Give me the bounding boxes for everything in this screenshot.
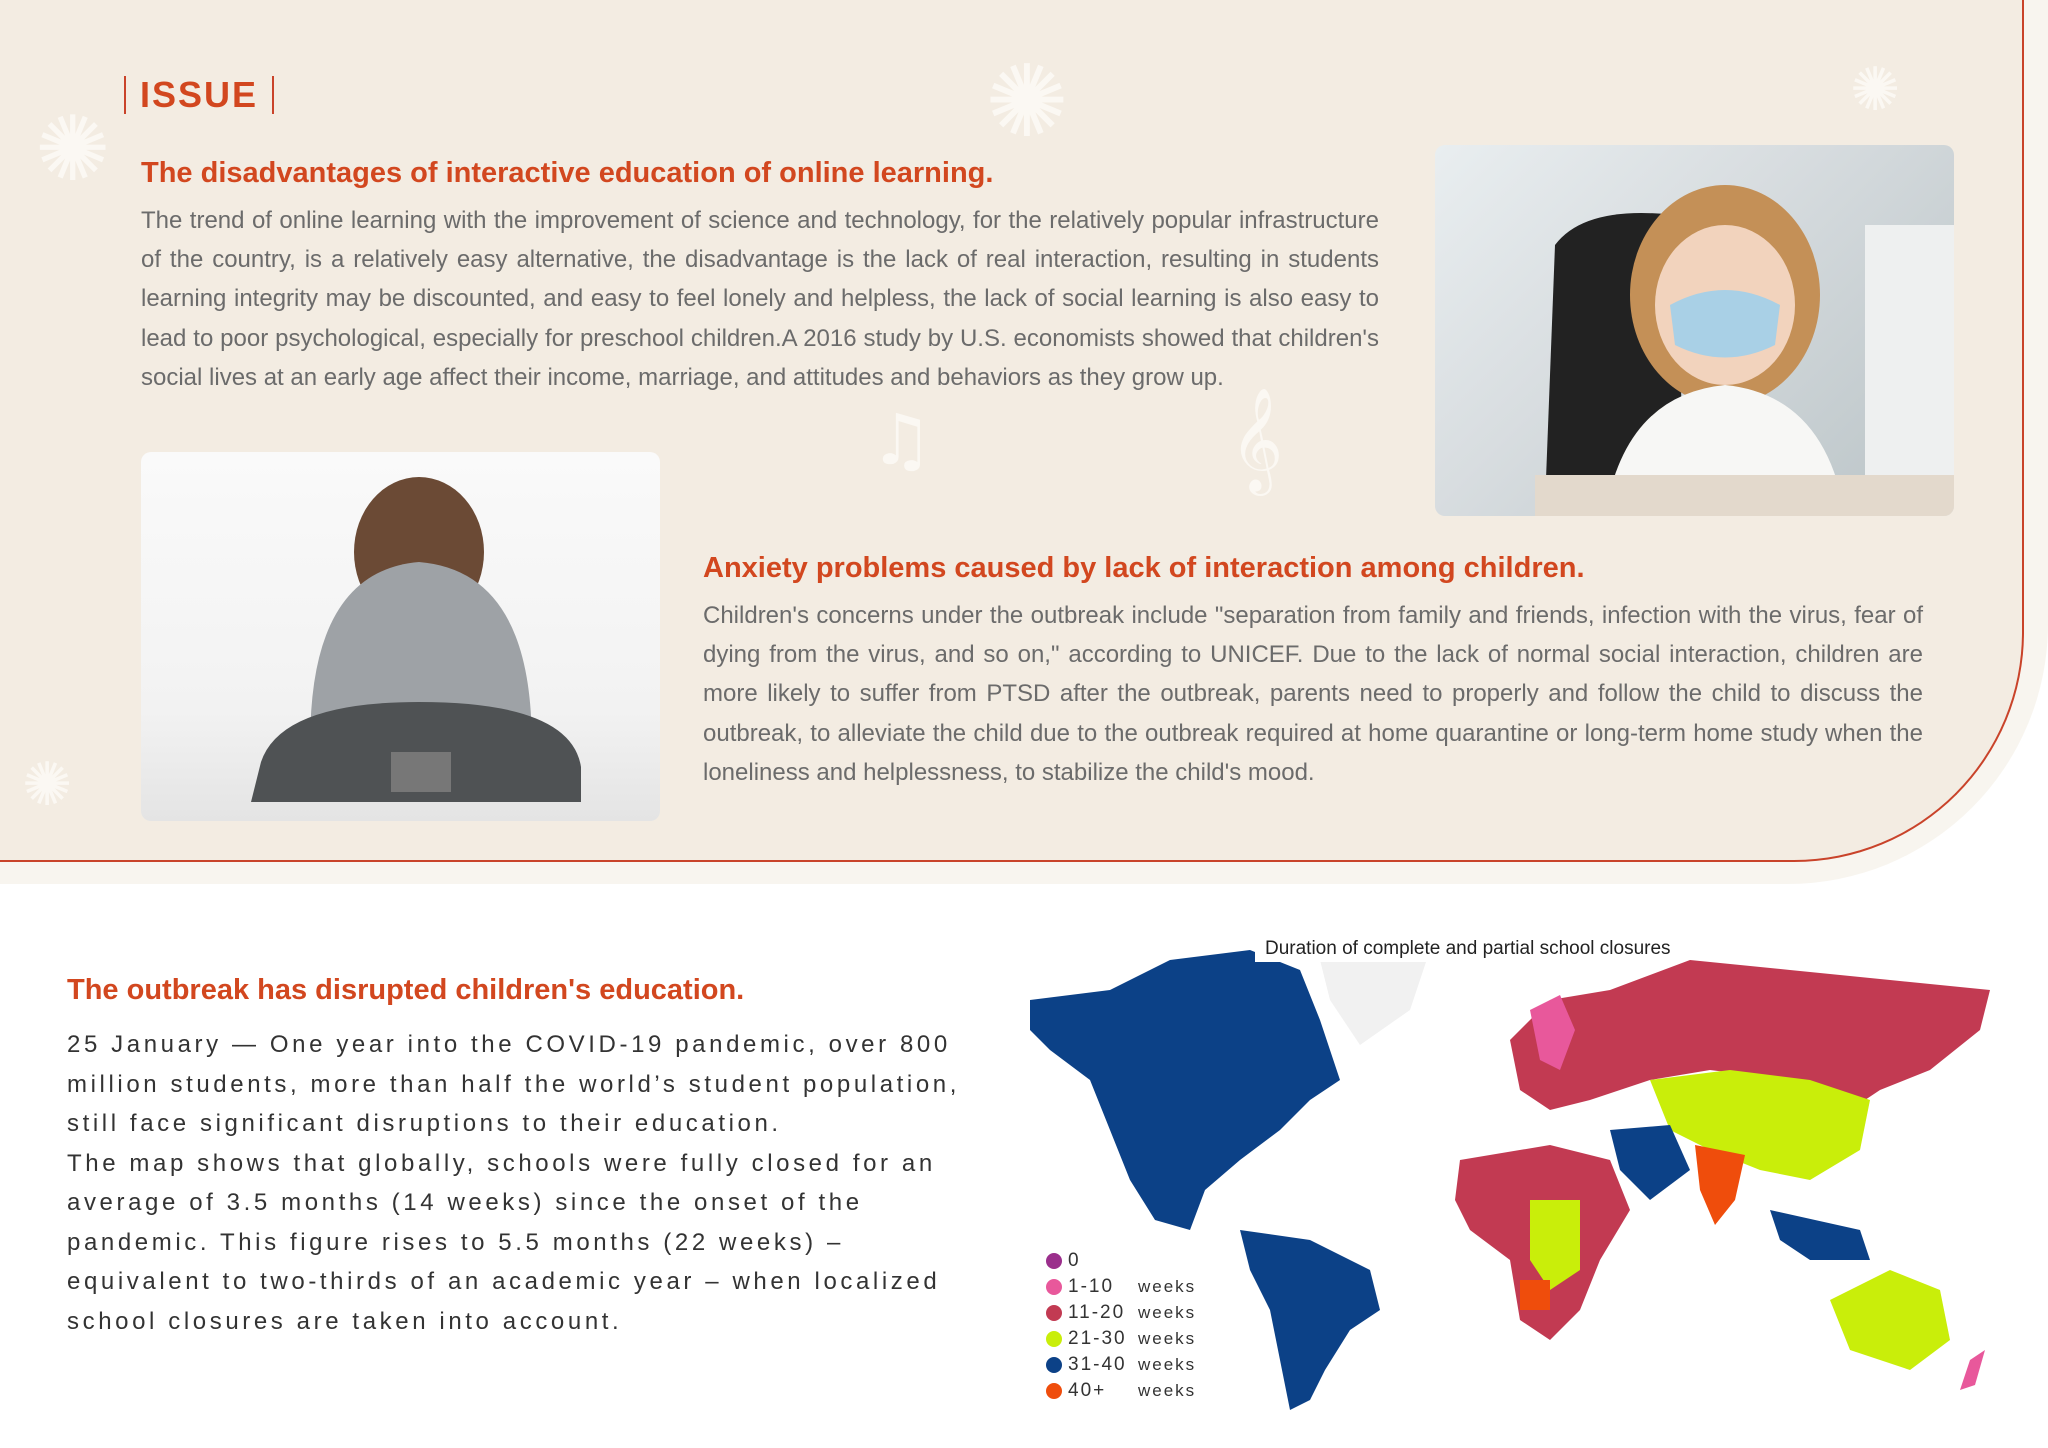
legend-unit: weeks bbox=[1138, 1303, 1197, 1322]
legend-swatch-icon bbox=[1046, 1331, 1062, 1347]
legend-unit: weeks bbox=[1138, 1381, 1197, 1400]
section2-heading: Anxiety problems caused by lack of interaction among children. bbox=[703, 552, 1585, 584]
middle-east bbox=[1610, 1125, 1690, 1200]
legend-swatch-icon bbox=[1046, 1305, 1062, 1321]
sad-boy-photo bbox=[141, 452, 660, 821]
sun-decoration-icon: ✺ bbox=[985, 43, 1069, 160]
southeast-asia bbox=[1770, 1210, 1870, 1260]
map-title: Duration of complete and partial school closures bbox=[1255, 936, 1681, 962]
girl-with-mask-photo bbox=[1435, 145, 1954, 516]
issue-label: ISSUE bbox=[124, 76, 274, 114]
legend-range: 1-10 bbox=[1068, 1276, 1115, 1297]
sun-decoration-icon: ✺ bbox=[1850, 55, 1901, 125]
legend-swatch-icon bbox=[1046, 1253, 1062, 1269]
legend-item bbox=[1046, 1300, 1196, 1326]
legend-range: 11-20 bbox=[1068, 1302, 1126, 1323]
legend-range: 31-40 bbox=[1068, 1354, 1127, 1375]
music-note-icon: 𝄞 bbox=[1230, 387, 1284, 492]
greenland bbox=[1320, 950, 1430, 1045]
section1-body: The trend of online learning with the improvement of science and technology, for the relatively popular infrastructure of the country, is a relatively easy alternative, the disadvantage is the lack of real interaction, resulting in students learning integrity may be discounted, and easy to feel lonely and helpless, the lack of social learning is also easy to lead to poor psychological, especially for preschool children.A 2016 study by U.S. economists showed that children's social lives at an early age affect their income, marriage, and attitudes and behaviors as they grow up. bbox=[141, 207, 1379, 391]
legend-item bbox=[1046, 1274, 1196, 1300]
section3-heading: The outbreak has disrupted children's education. bbox=[67, 974, 745, 1006]
australia bbox=[1830, 1270, 1950, 1370]
legend-range: 40+ bbox=[1068, 1380, 1107, 1401]
legend-item bbox=[1046, 1352, 1196, 1378]
section1-heading: The disadvantages of interactive education of online learning. bbox=[141, 157, 994, 189]
section2-body: Children's concerns under the outbreak include "separation from family and friends, infection with the virus, fear of dying from the virus, and so on," according to UNICEF. Due to the lack of normal social interaction, children are more likely to suffer from PTSD after the outbreak, parents need to properly and follow the child to discuss the outbreak, to alleviate the child due to the outbreak required at home quarantine or long-term home study when the loneliness and helplessness, to stabilize the child's mood. bbox=[703, 602, 1923, 786]
music-note-icon: ♫ bbox=[870, 399, 933, 481]
new-zealand bbox=[1960, 1350, 1985, 1390]
legend-item bbox=[1046, 1248, 1196, 1274]
legend-swatch-icon bbox=[1046, 1279, 1062, 1295]
legend-range: 21-30 bbox=[1068, 1328, 1127, 1349]
legend-swatch-icon bbox=[1046, 1357, 1062, 1373]
legend-item bbox=[1046, 1326, 1196, 1352]
india bbox=[1695, 1145, 1745, 1225]
legend-unit: weeks bbox=[1138, 1277, 1197, 1296]
section3-body: 25 January — One year into the COVID-19 pandemic, over 800 million students, more than half the world’s student population, still face significant disruptions to their education. The map shows that globally, schools were fully closed for an average of 3.5 months (14 weeks) since the onset of the pandemic. This figure rises to 5.5 months (22 weeks) – equivalent to two-thirds of an academic year – when localized school closures are taken into account. bbox=[67, 1031, 961, 1335]
legend-item bbox=[1046, 1378, 1196, 1404]
legend-range: 0 bbox=[1068, 1250, 1081, 1271]
north-america bbox=[1030, 950, 1340, 1230]
legend-unit: weeks bbox=[1138, 1329, 1197, 1348]
legend-unit: weeks bbox=[1138, 1355, 1197, 1374]
sun-decoration-icon: ✺ bbox=[22, 750, 73, 820]
sun-decoration-icon: ✺ bbox=[35, 97, 111, 202]
angola bbox=[1520, 1280, 1550, 1310]
legend-swatch-icon bbox=[1046, 1383, 1062, 1399]
south-america bbox=[1240, 1230, 1380, 1410]
map-legend bbox=[1046, 1248, 1196, 1404]
